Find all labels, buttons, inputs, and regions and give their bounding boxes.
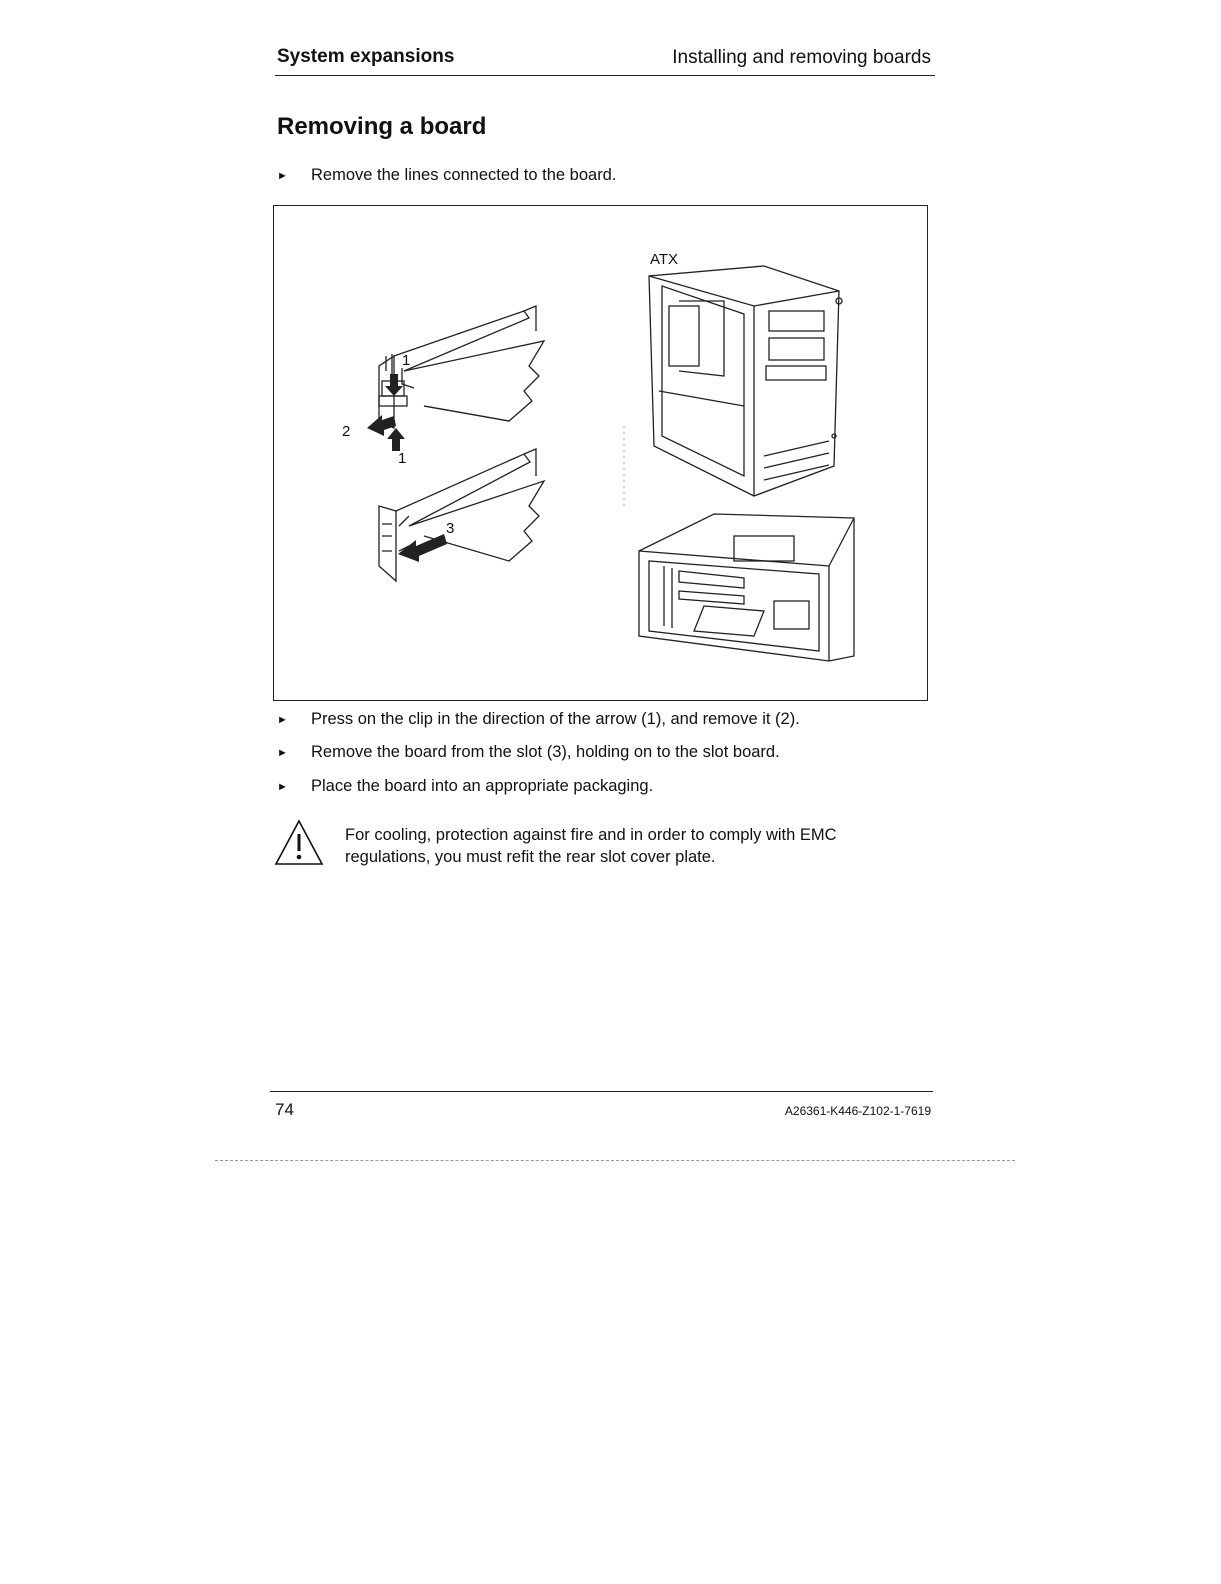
header-rule [275,75,935,76]
board-removal-illustration [274,206,929,702]
step-item [277,743,780,762]
tower-label: ATX [650,251,679,268]
step-text: Remove the board from the slot (3), holding on to the slot board. [311,743,780,761]
desktop-case-drawing [639,514,854,661]
bullet-arrow-icon: ► [277,169,288,182]
tower-case-drawing [649,266,842,496]
step-text: Press on the clip in the direction of the arrow (1), and remove it (2). [311,710,800,728]
bullet-arrow-icon: ► [277,780,288,793]
bullet-arrow-icon: ► [277,713,288,726]
page-title: Removing a board [277,113,487,140]
step-item [277,710,800,729]
warning-note [273,818,933,878]
callout-label: 3 [446,520,455,537]
document-id: A26361-K446-Z102-1-7619 [784,1104,931,1118]
step-item [277,777,653,796]
warning-line: For cooling, protection against fire and in order to comply with EMC [345,826,837,844]
header-section: System expansions [277,46,455,67]
warning-text [345,824,925,868]
step-text: Remove the lines connected to the board. [311,166,617,184]
callout-label: 1 [402,352,411,369]
callout-label: 1 [398,450,407,467]
footer-rule [270,1091,933,1092]
callout-label: 2 [342,423,351,440]
scan-artifact-line [215,1160,1015,1161]
step-text: Place the board into an appropriate packaging. [311,777,654,795]
step-item [277,166,616,185]
clip-arrows [367,374,405,451]
page-number: 74 [275,1100,294,1119]
illustration-frame [273,205,928,701]
bullet-arrow-icon: ► [277,746,288,759]
warning-line: regulations, you must refit the rear slot cover plate. [345,848,716,866]
header-chapter: Installing and removing boards [672,47,931,68]
warning-triangle-icon [273,818,325,868]
board-lower-drawing [379,449,544,581]
